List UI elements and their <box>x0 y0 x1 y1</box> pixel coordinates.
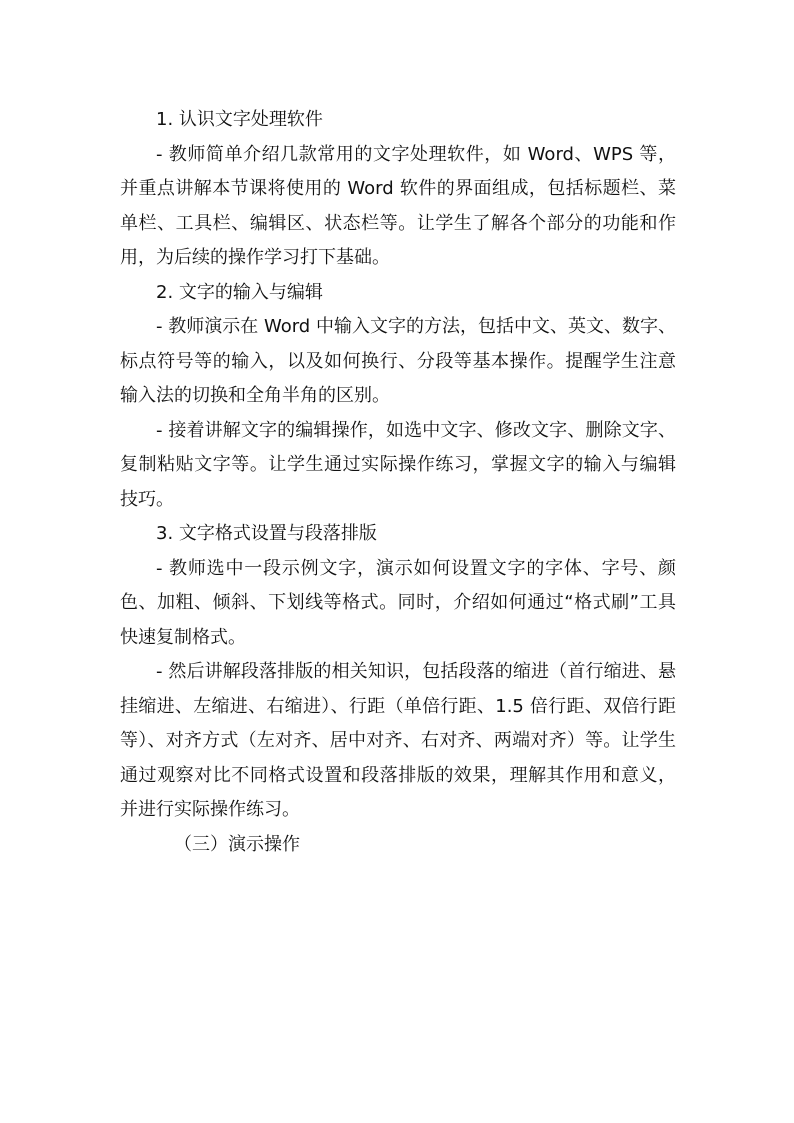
section-3-paragraph-2: - 然后讲解段落排版的相关知识，包括段落的缩进（首行缩进、悬挂缩进、左缩进、右缩进）、行距（单倍行距、1.5 倍行距、双倍行距等）、对齐方式（左对齐、居中对齐、右对齐、两端对齐）等。让学生通过观察对比不同格式设置和段落排版的效果，理解其作用和意义，并进行实际操作练习。 <box>120 661 676 820</box>
section-2-paragraph-2: - 接着讲解文字的编辑操作，如选中文字、修改文字、删除文字、复制粘贴文字等。让学生通过实际操作练习，掌握文字的输入与编辑技巧。 <box>120 419 676 510</box>
section-heading-3: 3. 文字格式设置与段落排版 <box>156 523 377 544</box>
section-2-paragraph-1: - 教师演示在 Word 中输入文字的方法，包括中文、英文、数字、标点符号等的输入，以及如何换行、分段等基本操作。提醒学生注意输入法的切换和全角半角的区别。 <box>120 316 676 406</box>
section-heading-1: 1. 认识文字处理软件 <box>156 109 323 130</box>
section-1-paragraph-1: - 教师简单介绍几款常用的文字处理软件，如 Word、WPS 等，并重点讲解本节课将使用的 Word 软件的界面组成，包括标题栏、菜单栏、工具栏、编辑区、状态栏等。让学生了解各个部分的功能和作用，为后续的操作学习打下基础。 <box>120 143 676 268</box>
document-body <box>120 103 676 862</box>
section-heading-2: 2. 文字的输入与编辑 <box>156 281 323 303</box>
section-3-paragraph-1: - 教师选中一段示例文字，演示如何设置文字的字体、字号、颜色、加粗、倾斜、下划线等格式。同时，介绍如何通过“格式刷”工具快速复制格式。 <box>120 557 676 648</box>
subsection-heading: （三）演示操作 <box>174 833 300 855</box>
